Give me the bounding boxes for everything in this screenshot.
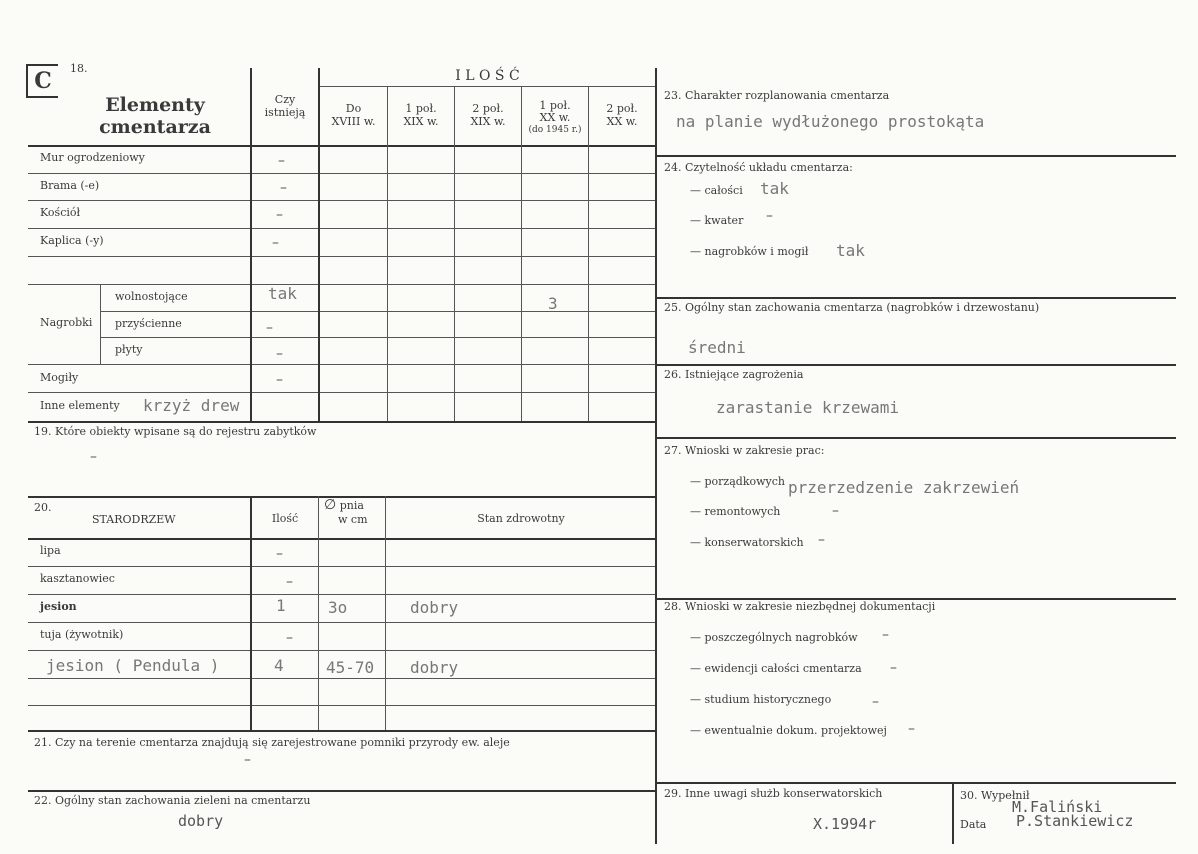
s20-number: 20. [34, 501, 52, 514]
s27-item-value: przerzedzenie zakrzewień [788, 478, 1020, 497]
s29-label: 29. Inne uwagi służb konserwatorskich [664, 787, 883, 800]
title-line-1: Elementy [105, 94, 205, 116]
s20-col-stan: Stan zdrowotny [477, 512, 565, 525]
s24-item-label: — całości [690, 184, 743, 197]
s30-name-1: M.Faliński [1012, 798, 1103, 816]
tree-state: dobry [410, 598, 459, 617]
s28-item-value: – [890, 660, 897, 676]
s25-value: średni [688, 338, 746, 357]
mark-kosciol: – [276, 207, 283, 223]
period-header: 1 poł. XIX w. [403, 102, 439, 128]
s27-item-label: — remontowych [690, 505, 781, 518]
tree-name: lipa [40, 544, 61, 557]
s21-label: 21. Czy na terenie cmentarza znajdują się zarejestrowane pomniki przyrody ew. aleje [34, 736, 510, 749]
mark-wolnostojace: tak [268, 284, 297, 303]
s23-label: 23. Charakter rozplanowania cmentarza [664, 89, 890, 102]
mark-przyscienne: – [266, 320, 273, 336]
tree-name: jesion [40, 600, 77, 613]
s24-item-value: – [766, 208, 773, 224]
s24-item-value: tak [836, 241, 865, 260]
row-label-kaplica: Kaplica (-y) [40, 234, 104, 247]
tree-name: kasztanowiec [40, 572, 115, 585]
tree-count: – [286, 574, 293, 590]
s23-value: na planie wydłużonego prostokąta [676, 112, 985, 131]
row-label-mur: Mur ogrodzeniowy [40, 151, 145, 164]
tree-count: – [276, 546, 283, 562]
s30-label: 30. Wypełnił [960, 789, 1030, 802]
tree-diameter: 3o [328, 598, 348, 617]
form-title [60, 94, 250, 138]
row-label-inne: Inne elementy [40, 399, 120, 412]
s29-value: X.1994r [813, 815, 877, 833]
section-number: 18. [70, 62, 88, 75]
s28-item-label: — ewentualnie dokum. projektowej [690, 724, 887, 737]
s28-item-label: — poszczególnych nagrobków [690, 631, 858, 644]
col-header-exists: Czy istnieją [264, 93, 306, 119]
title-line-2: cmentarza [99, 116, 211, 138]
s28-item-label: — studium historycznego [690, 693, 832, 706]
period-header: Do XVIII w. [331, 102, 376, 128]
tree-count: – [286, 630, 293, 646]
mark-mogily: – [276, 372, 283, 388]
s27-item-label: — porządkowych [690, 475, 785, 488]
row-label-plyty: płyty [115, 343, 143, 356]
s20-title: STARODRZEW [92, 513, 176, 526]
row-label-mogily: Mogiły [40, 371, 79, 384]
inne-value: krzyż drew [143, 396, 240, 415]
s24-item-value: tak [760, 179, 789, 198]
tree-count: 4 [274, 656, 284, 675]
row-label-przyscienne: przyścienne [115, 317, 182, 330]
row-label-wolnostojace: wolnostojące [115, 290, 188, 303]
s24-item-label: — kwater [690, 214, 744, 227]
s30-date-label: Data [960, 818, 987, 831]
s27-item-value: – [818, 532, 825, 548]
s28-item-label: — ewidencji całości cmentarza [690, 662, 862, 675]
mark-plyty: – [276, 346, 283, 362]
s19-value: – [90, 449, 97, 465]
row-label-kosciol: Kościół [40, 206, 81, 219]
period-header: 2 poł. XX w. [606, 102, 638, 128]
s21-value: – [244, 752, 251, 768]
s27-item-value: – [832, 503, 839, 519]
s19-label: 19. Które obiekty wpisane są do rejestru zabytków [34, 425, 317, 438]
s25-label: 25. Ogólny stan zachowania cmentarza (nagrobków i drzewostanu) [664, 301, 1040, 314]
s30-name-2: P.Stankiewicz [1016, 812, 1134, 830]
period-header: 1 poł. XX w. (do 1945 r.) [528, 99, 582, 135]
s28-item-value: – [882, 627, 889, 643]
s26-value: zarastanie krzewami [716, 398, 900, 417]
tree-name: jesion ( Pendula ) [46, 656, 220, 675]
mark-wolnostojace-xx1: 3 [548, 294, 558, 313]
s27-label: 27. Wnioski w zakresie prac: [664, 444, 825, 457]
side-letter-box: C [26, 64, 58, 98]
s26-label: 26. Istniejące zagrożenia [664, 368, 804, 381]
mark-kaplica: – [272, 235, 279, 251]
s24-label: 24. Czytelność układu cmentarza: [664, 161, 853, 174]
s22-value: dobry [178, 812, 224, 830]
tree-count: 1 [276, 596, 286, 615]
s28-item-value: – [872, 694, 879, 710]
s20-col-pien: ∅ pnia w cm [324, 497, 368, 526]
row-label-nagrobki: Nagrobki [40, 316, 93, 329]
s28-label: 28. Wnioski w zakresie niezbędnej dokumentacji [664, 600, 936, 613]
tree-diameter: 45-70 [326, 658, 375, 677]
s24-item-label: — nagrobków i mogił [690, 245, 809, 258]
col-header-ilosc: I L O Ś Ć [455, 68, 520, 84]
diameter-icon: ∅ [324, 497, 337, 513]
period-header: 2 poł. XIX w. [470, 102, 506, 128]
mark-mur: – [278, 153, 285, 169]
s22-label: 22. Ogólny stan zachowania zieleni na cmentarzu [34, 794, 311, 807]
tree-state: dobry [410, 658, 459, 677]
mark-brama: – [280, 180, 287, 196]
s20-col-ilosc: Ilość [271, 512, 299, 525]
s27-item-label: — konserwatorskich [690, 536, 804, 549]
s28-item-value: – [908, 721, 915, 737]
row-label-brama: Brama (-e) [40, 179, 100, 192]
tree-name: tuja (żywotnik) [40, 628, 124, 641]
